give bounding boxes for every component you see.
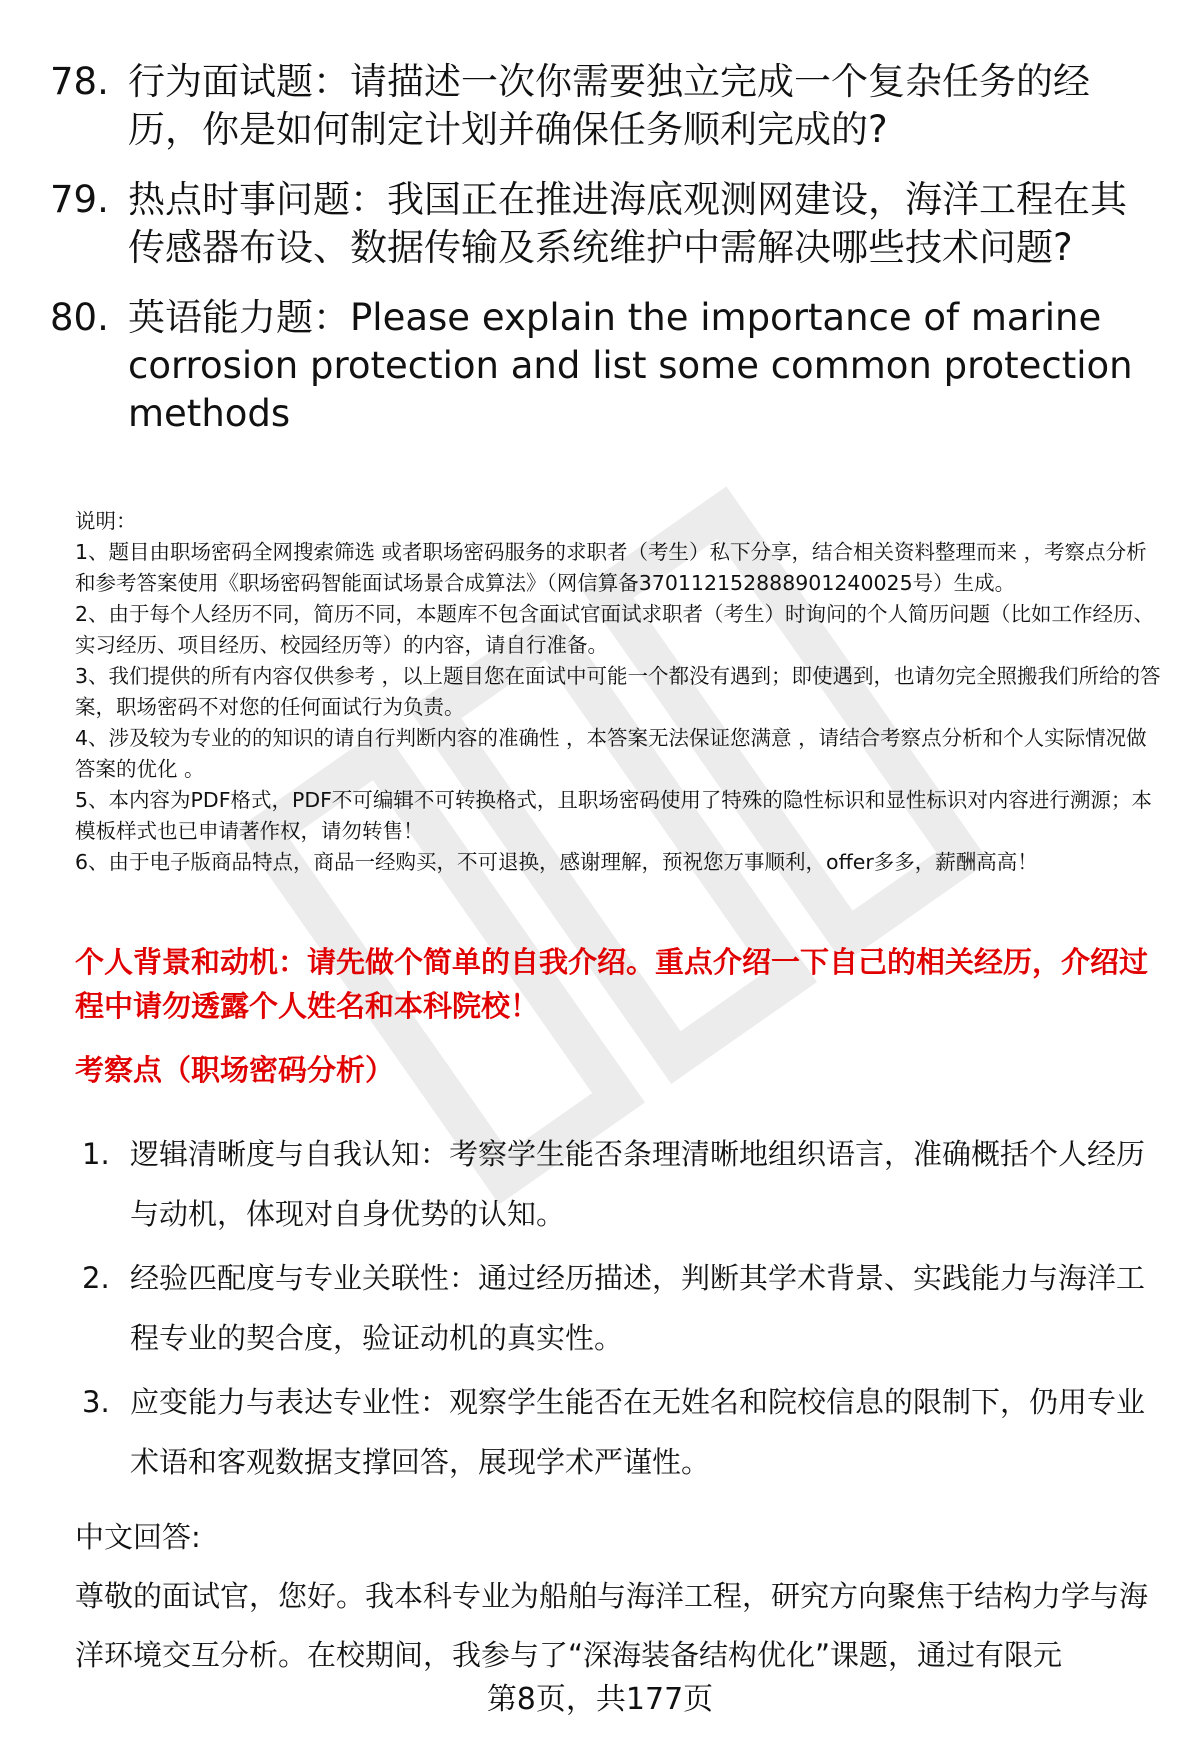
question-list: [50, 58, 1160, 460]
question-text: 行为面试题：请描述一次你需要独立完成一个复杂任务的经历，你是如何制定计划并确保任务顺利完成的?: [128, 60, 1090, 151]
question-number: 80.: [50, 296, 109, 339]
question-number: 78.: [50, 60, 109, 103]
key-points-heading: 考察点（职场密码分析）: [75, 1053, 395, 1087]
key-point-text: 经验匹配度与专业关联性：通过经历描述，判断其学术背景、实践能力与海洋工程专业的契合度，验证动机的真实性。: [130, 1261, 1146, 1355]
note-item: 1、题目由职场密码全网搜索筛选 或者职场密码服务的求职者（考生）私下分享，结合相关资料整理而来 ，考察点分析和参考答案使用《职场密码智能面试场景合成算法》（网信算备370112152888901240025号）生成。: [75, 540, 1147, 595]
answer-text: 尊敬的面试官，您好。我本科专业为船舶与海洋工程，研究方向聚焦于结构力学与海洋环境交互分析。在校期间，我参与了“深海装备结构优化”课题，通过有限元: [75, 1579, 1149, 1672]
question-item: [50, 176, 1160, 272]
note-item: 2、由于每个人经历不同，简历不同，本题库不包含面试官面试求职者（考生）时询问的个人简历问题（比如工作经历、实习经历、项目经历、校园经历等）的内容，请自行准备。: [75, 602, 1155, 657]
key-point-number: 3.: [82, 1385, 110, 1419]
note-item: 5、本内容为PDF格式，PDF不可编辑不可转换格式，且职场密码使用了特殊的隐性标识和显性标识对内容进行溯源；本模板样式也已申请著作权，请勿转售！: [75, 788, 1152, 843]
key-point-text: 逻辑清晰度与自我认知：考察学生能否条理清晰地组织语言，准确概括个人经历与动机，体现对自身优势的认知。: [130, 1137, 1146, 1231]
key-point-number: 1.: [82, 1137, 110, 1171]
notes-title: 说明：: [75, 509, 137, 533]
key-points-list: [80, 1124, 1160, 1496]
question-text: 英语能力题：Please explain the importance of marine corrosion protection and list some common protection methods: [128, 296, 1133, 435]
question-item: [50, 58, 1160, 154]
question-item: [50, 294, 1160, 438]
key-point-number: 2.: [82, 1261, 110, 1295]
key-point-text: 应变能力与表达专业性：观察学生能否在无姓名和院校信息的限制下，仍用专业术语和客观数据支撑回答，展现学术严谨性。: [130, 1385, 1146, 1479]
question-text: 热点时事问题：我国正在推进海底观测网建设，海洋工程在其传感器布设、数据传输及系统维护中需解决哪些技术问题?: [128, 178, 1127, 269]
background-question-heading: 个人背景和动机：请先做个简单的自我介绍。重点介绍一下自己的相关经历，介绍过程中请勿透露个人姓名和本科院校！: [75, 945, 1149, 1023]
question-number: 79.: [50, 178, 109, 221]
page-footer: 第8页，共177页: [486, 1682, 714, 1717]
answer-label: 中文回答:: [75, 1520, 201, 1554]
note-item: 3、我们提供的所有内容仅供参考 ，以上题目您在面试中可能一个都没有遇到；即使遇到，也请勿完全照搬我们所给的答案，职场密码不对您的任何面试行为负责。: [75, 664, 1161, 719]
key-point-item: [80, 1372, 1160, 1492]
answer-section: [75, 1508, 1165, 1685]
key-point-item: [80, 1248, 1160, 1368]
key-point-item: [80, 1124, 1160, 1244]
note-item: 6、由于电子版商品特点，商品一经购买，不可退换，感谢理解，预祝您万事顺利，offer多多，薪酬高高！: [75, 850, 1038, 874]
note-item: 4、涉及较为专业的的知识的请自行判断内容的准确性 ，本答案无法保证您满意 ，请结合考察点分析和个人实际情况做答案的优化 。: [75, 726, 1147, 781]
notes-section: [75, 506, 1165, 878]
